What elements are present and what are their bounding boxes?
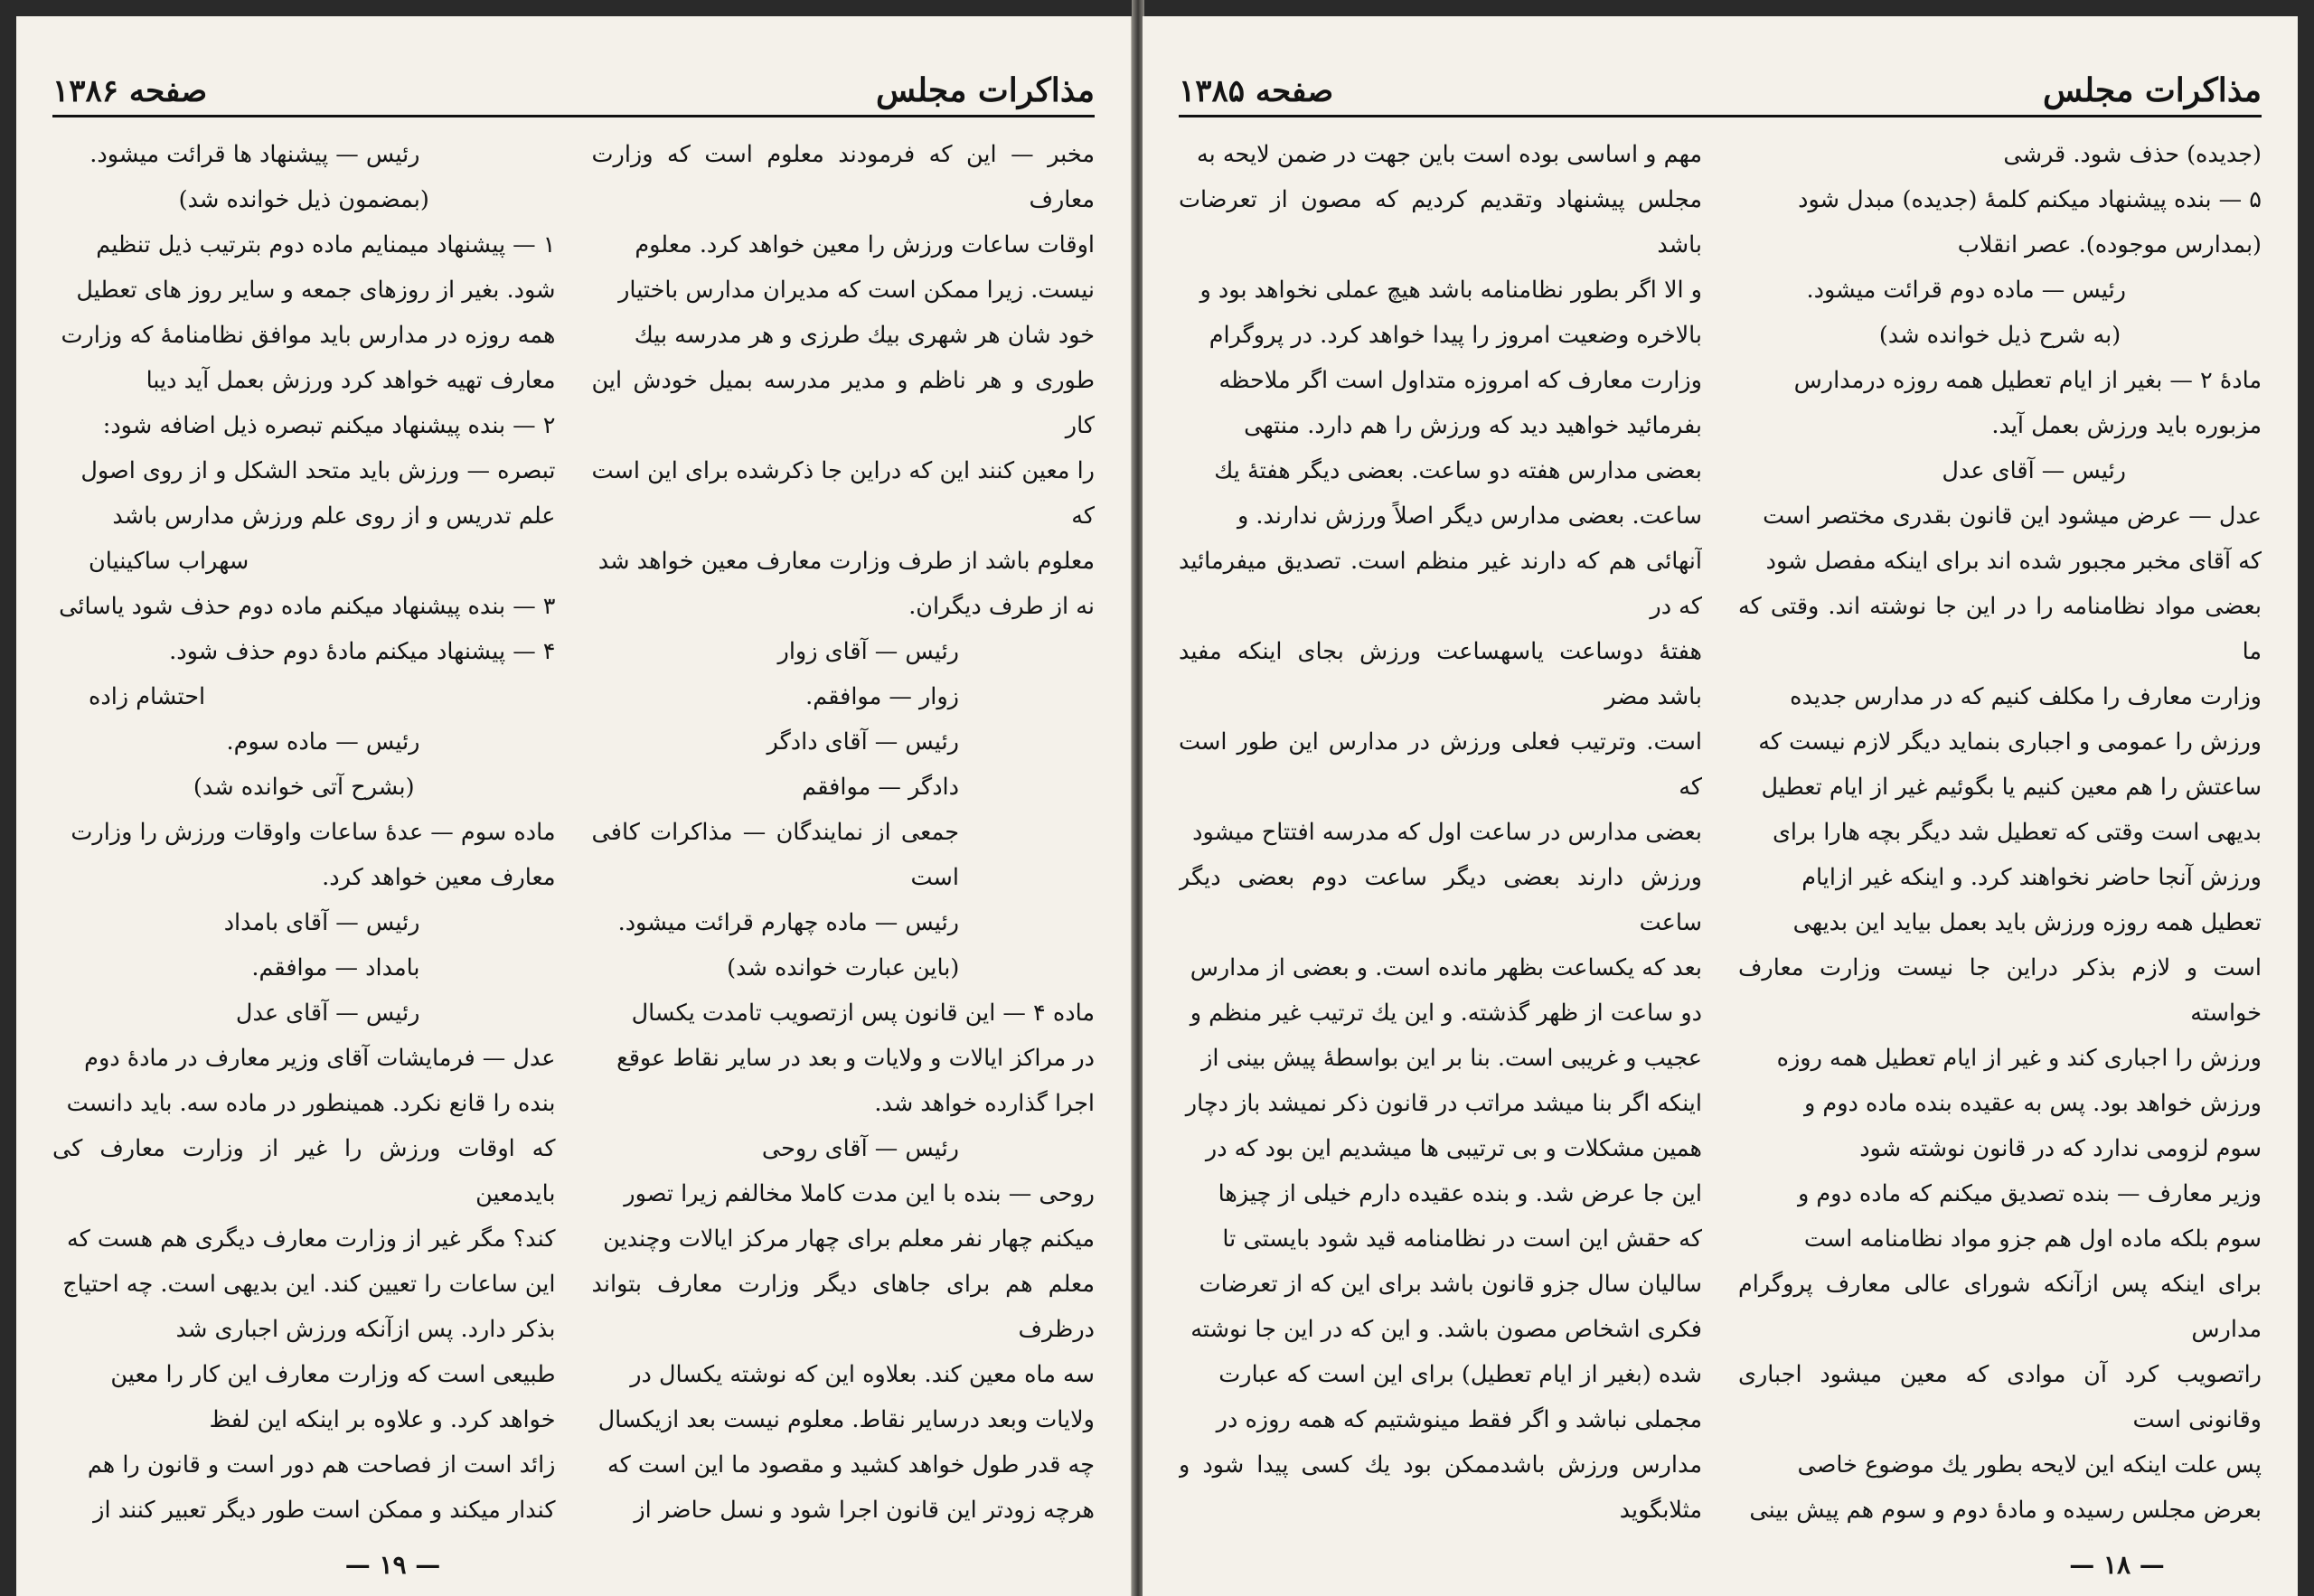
text-line: اینکه اگر بنا میشد مراتب در قانون ذکر نمیشد باز دچار [1185,1090,1702,1117]
text-line: تبصره — ورزش باید متحد الشکل و از روی اصول [80,457,556,484]
text-line: بدیهی است وقتی که تعطیل شد دیگر بچه هارا برای [1772,819,2262,846]
speaker-line: رئیس — آقای عدل [1942,457,2126,484]
text-line: این ساعات را تعیین کند. این بدیهی است. چه احتیاج [62,1271,556,1298]
text-line: هرچه زودتر این قانون اجرا شود و نسل حاضر از [634,1497,1095,1524]
text-line: روحی — بنده با این مدت کاملا مخالفم زیرا تصور [624,1180,1095,1207]
text-line: هفتهٔ دوساعت یاسهساعت ورزش بجای اینکه مفید باشد مضر [1179,638,1702,710]
text-line: همه روزه در مدارس باید موافق نظامنامهٔ که وزارت [61,322,556,349]
text-line: آنهائی هم که دارند غیر منظم است. تصدیق میفرمائید که در [1179,548,1702,620]
right-inner-column [1179,132,1702,1533]
speaker-line: رئیس — آقای زوار [777,638,959,665]
text-line: و الا اگر بطور نظامنامه باشد هیچ عملی نخواهد بود و [1199,277,1702,304]
text-line: که اوقات ورزش را غیر از وزارت معارف کی بایدمعین [52,1135,556,1207]
text-line: همین مشکلات و بی ترتیبی ها میشدیم این بود که در [1205,1135,1702,1162]
text-line: بعضی مدارس هفته دو ساعت. بعضی دیگر هفتهٔ یك [1214,457,1702,484]
text-line: عدل — عرض میشود این قانون بقدری مختصر است [1763,502,2262,530]
text-line: معلم هم برای جاهای دیگر وزارت معارف بتواند درظرف [591,1271,1095,1343]
speaker-line: رئیس — ماده سوم. [226,728,420,756]
text-line: این جا عرض شد. و بنده عقیده دارم خیلی از چیزها [1218,1180,1702,1207]
speaker-line: رئیس — آقای دادگر [767,728,959,756]
stage-direction: (به شرح ذیل خوانده شد) [1878,322,2121,349]
signature-line: سهراب ساکینیان [89,548,249,575]
right-outer-column [1738,132,2262,1533]
text-line: کندار میکند و ممکن است طور دیگر تعبیر کنند از [93,1497,556,1524]
text-line: بعد که یکساعت بظهر مانده است. و بعضی از مدارس [1190,954,1702,981]
text-line: سالیان سال جزو قانون باشد برای این که از تعرضات [1199,1271,1702,1298]
text-line: سه ماه معین کند. بعلاوه این که نوشته یکسال در [630,1361,1095,1388]
text-line: تعطیل همه روزه ورزش باید بعمل بیاید این بدیهی [1792,909,2262,936]
speaker-line: رئیس — آقای عدل [235,1000,420,1027]
left-page-header [52,63,1095,117]
right-header-title: مذاکرات مجلس [2043,71,2262,109]
text-line: مخبر — این که فرمودند معلوم است که وزارت معارف [591,141,1095,213]
text-line: معارف معین خواهد کرد. [322,864,556,891]
speaker-line: رئیس — ماده چهارم قرائت میشود. [617,909,959,936]
text-line: مادهٔ ۲ — بغیر از ایام تعطیل همه روزه درمدارس [1793,367,2262,394]
text-line: سوم بلکه ماده اول هم جزو مواد نظامنامه است [1803,1225,2262,1253]
text-line: کند؟ مگر غیر از وزارت معارف دیگری هم هست که [66,1225,556,1253]
right-page-footer-number: — ۱۸ — [2069,1550,2165,1580]
text-line: علم تدریس و از روی علم ورزش مدارس باشد [112,502,556,530]
text-line: (بمدارس موجوده). عصر انقلاب [1957,231,2262,258]
speaker-line: رئیس — ماده دوم قرائت میشود. [1806,277,2126,304]
left-outer-column [592,132,1096,1533]
text-line: ماده سوم — عدهٔ ساعات واوقات ورزش را وزارت [71,819,556,846]
text-line: که حقش این است در نظامنامه قید شود بایستی تا [1222,1225,1702,1253]
signature-line: احتشام زاده [89,683,206,710]
text-line: مزبوره باید ورزش بعمل آید. [1991,412,2262,439]
text-line: مجلس پیشنهاد وتقدیم کردیم که مصون از تعرضات باشد [1179,186,1702,258]
text-line: اوقات ساعات ورزش را معین خواهد کرد. معلوم [635,231,1095,258]
text-line: معلوم باشد از طرف وزارت معارف معین خواهد شد [597,548,1095,575]
text-line: اجرا گذارده خواهد شد. [874,1090,1095,1117]
left-header-title: مذاکرات مجلس [876,71,1095,109]
text-line: سوم لزومی ندارد که در قانون نوشته شود [1859,1135,2262,1162]
text-line: عجیب و غریبی است. بنا بر این بواسطهٔ پیش بینی از [1201,1045,1702,1072]
text-line: ۵ — بنده پیشنهاد میکنم کلمهٔ (جدیده) مبدل شود [1798,186,2262,213]
text-line: مهم و اساسی بوده است باین جهت در ضمن لایحه به [1196,141,1702,168]
text-line: بفرمائید خواهید دید که ورزش را هم دارد. منتهی [1244,412,1702,439]
text-line: بذکر دارد. پس ازآنکه ورزش اجباری شد [175,1316,556,1343]
text-line: ساعت. بعضی مدارس دیگر اصلاً ورزش ندارند. و [1237,502,1702,530]
stage-direction: (بمضمون ذیل خوانده شد) [178,186,429,213]
text-line: ورزش آنجا حاضر نخواهند کرد. و اینکه غیر ازایام [1801,864,2262,891]
text-line: در مراکز ایالات و ولایات و بعد در سایر نقاط عوقع [616,1045,1095,1072]
text-line: نه از طرف دیگران. [908,593,1095,620]
text-line: وزارت معارف که امروزه متداول است اگر ملاحظه [1218,367,1702,394]
text-line: ۲ — بنده پیشنهاد میکنم تبصره ذیل اضافه شود: [102,412,556,439]
stage-direction: (باین عبارت خوانده شد) [727,954,960,981]
text-line: که آقای مخبر مجبور شده اند برای اینکه مفصل شود [1765,548,2262,575]
text-line: ورزش خواهد بود. پس به عقیده بنده ماده دوم و [1804,1090,2262,1117]
left-page-columns [52,132,1095,1533]
right-page [1143,16,2298,1596]
left-page [16,16,1133,1596]
text-line: ولایات وبعد درسایر نقاط. معلوم نیست بعد ازیکسال [597,1406,1095,1433]
text-line: خواهد کرد. و علاوه بر اینکه این لفظ [209,1406,556,1433]
speaker-line: دادگر — موافقم [802,774,959,801]
text-line: عدل — فرمایشات آقای وزیر معارف در مادهٔ دوم [84,1045,556,1072]
text-line: ماده ۴ — این قانون پس ازتصویب تامدت یکسال [631,1000,1095,1027]
text-line: را معین کنند این که دراین جا ذکرشده برای این است که [591,457,1095,530]
stage-direction: (بشرح آتی خوانده شد) [193,774,415,801]
right-page-columns [1179,132,2262,1533]
text-line: ساعتش را هم معین کنیم یا بگوئیم غیر از ایام تعطیل [1761,774,2262,801]
text-line: چه قدر طول خواهد کشید و مقصود ما این است که [607,1451,1095,1479]
text-line: بعضی مدارس در ساعت اول که مدرسه افتتاح میشود [1192,819,1702,846]
text-line: مدارس ورزش باشدممکن بود یك کسی پیدا شود و مثلابگوید [1179,1451,1702,1524]
text-line: خود شان هر شهری بیك طرزی و هر مدرسه بیك [634,322,1095,349]
text-line: شود. بغیر از روزهای جمعه و سایر روز های تعطیل [76,277,556,304]
text-line: راتصویب کرد آن موادی که معین میشود اجباری وقانونی است [1738,1361,2262,1433]
text-line: بعضی مواد نظامنامه را در این جا نوشته اند. وقتی که ما [1738,593,2262,665]
text-line: طوری و هر ناظم و مدیر مدرسه بمیل خودش این کار [591,367,1095,439]
text-line: دو ساعت از ظهر گذشته. و این یك ترتیب غیر منظم و [1190,1000,1702,1027]
text-line: ۴ — پیشنهاد میکنم مادهٔ دوم حذف شود. [169,638,556,665]
text-line: مجملی نباشد و اگر فقط مینوشتیم که همه روزه در [1216,1406,1702,1433]
speaker-line: جمعی از نمایندگان — مذاکرات کافی است [591,819,959,891]
speaker-line: رئیس — آقای بامداد [223,909,420,936]
text-line: ورزش دارند بعضی دیگر ساعت دوم بعضی دیگر ساعت [1179,864,1702,936]
text-line: طبیعی است که وزارت معارف این کار را معین [110,1361,556,1388]
text-line: ۳ — بنده پیشنهاد میکنم ماده دوم حذف شود یاسائی [59,593,556,620]
text-line: میکنم چهار نفر معلم برای چهار مرکز ایالات وچندین [603,1225,1095,1253]
speaker-line: رئیس — آقای روحی [761,1135,959,1162]
left-header-page-number: صفحه ۱۳۸۶ [52,73,208,109]
text-line: (جدیده) حذف شود. قرشی [2003,141,2262,168]
text-line: است. وترتیب فعلی ورزش در مدارس این طور است که [1179,728,1702,801]
text-line: ورزش را عمومی و اجباری بنماید دیگر لازم نیست که [1758,728,2262,756]
text-line: بالاخره وضعیت امروز را پیدا خواهد کرد. در پروگرام [1209,322,1702,349]
speaker-line: بامداد — موافقم. [251,954,420,981]
right-header-page-number: صفحه ۱۳۸۵ [1179,73,1334,109]
speaker-line: زوار — موافقم. [805,683,959,710]
text-line: وزارت معارف را مکلف کنیم که در مدارس جدیده [1790,683,2262,710]
text-line: برای اینکه پس ازآنکه شورای عالی معارف پروگرام مدارس [1738,1271,2262,1343]
text-line: ورزش را اجباری کند و غیر از ایام تعطیل همه روزه [1776,1045,2262,1072]
left-inner-column [52,132,556,1533]
right-page-header [1179,63,2262,117]
text-line: معارف تهیه خواهد کرد ورزش بعمل آید دیبا [146,367,556,394]
text-line: فکری اشخاص مصون باشد. و این که در این جا نوشته [1190,1316,1702,1343]
text-line: پس علت اینکه این لایحه بطور یك موضوع خاصی [1797,1451,2262,1479]
left-page-footer-number: — ۱۹ — [344,1550,441,1580]
text-line: است و لازم بذکر دراین جا نیست وزارت معارف خواسته [1738,954,2262,1027]
text-line: ۱ — پیشنهاد میمنایم ماده دوم بترتیب ذیل تنظیم [96,231,556,258]
text-line: نیست. زیرا ممکن است که مدیران مدارس باختیار [618,277,1095,304]
text-line: زائد است از فصاحت هم دور است و قانون را هم [87,1451,556,1479]
text-line: بنده را قانع نکرد. همینطور در ماده سه. باید دانست [66,1090,556,1117]
text-line: بعرض مجلس رسیده و مادهٔ دوم و سوم هم پیش بینی [1749,1497,2262,1524]
text-line: وزیر معارف — بنده تصدیق میکنم که ماده دوم و [1797,1180,2262,1207]
speaker-line: رئیس — پیشنهاد ها قرائت میشود. [89,141,420,168]
text-line: شده (بغیر از ایام تعطیل) برای این است که عبارت [1218,1361,1702,1388]
